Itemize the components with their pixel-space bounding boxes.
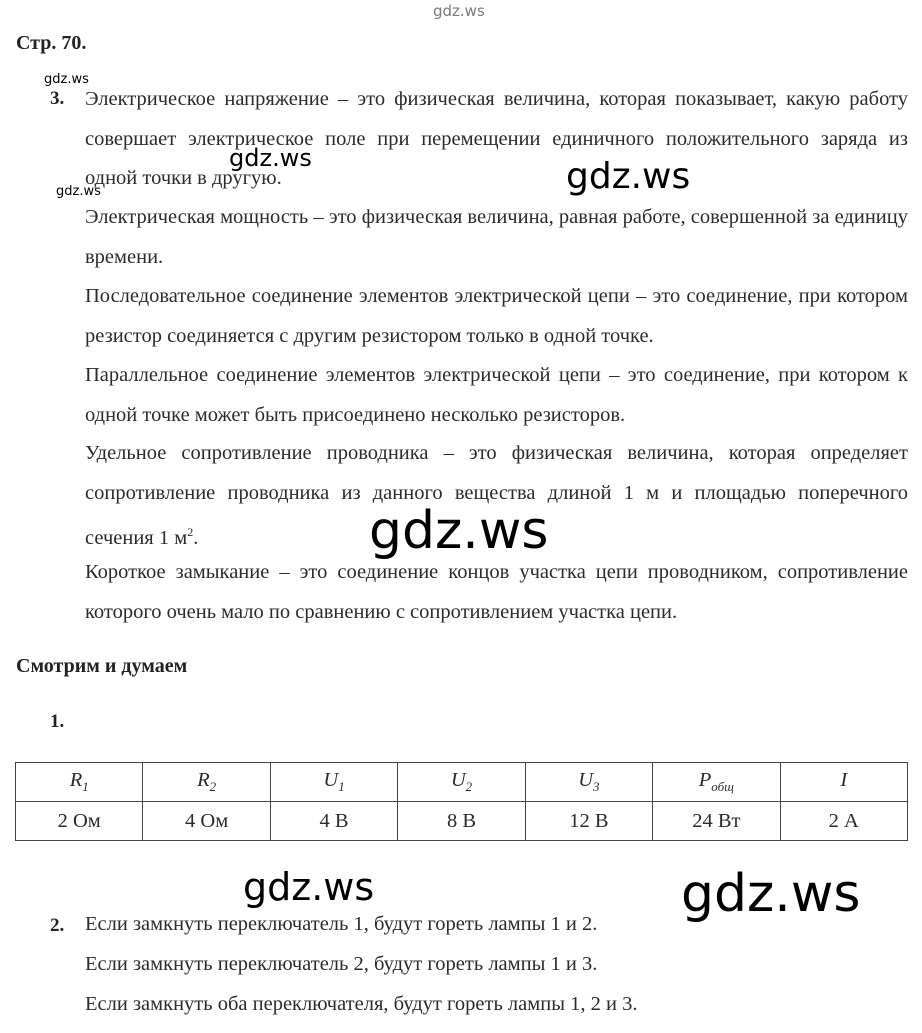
task-number: 2. (50, 915, 65, 936)
table-header-cell: $U_3$ (525, 763, 652, 802)
watermark-small: gdz.ws (56, 184, 101, 199)
watermark-medium: gdz.ws (229, 144, 312, 172)
watermark-xlarge: gdz.ws (369, 501, 549, 561)
period: . (193, 526, 199, 549)
table-row (16, 802, 908, 841)
table-header-cell: $U_2$ (398, 763, 525, 802)
section-heading: Смотрим и думаем (16, 655, 188, 677)
table-cell: 2 Ом (16, 802, 143, 841)
table-cell: 12 В (525, 802, 652, 841)
table-cell: 24 Вт (653, 802, 780, 841)
table-header-cell: $P_{общ}$ (653, 763, 780, 802)
definition-paragraph: Последовательное соединение элементов электрической цепи – это соединение, при котором резистор соединяется с другим резистором только в одной точке. (85, 285, 908, 347)
definition-paragraph: Электрическая мощность – это физическая величина, равная работе, совершенной за единицу времени. (85, 206, 908, 268)
table-header-cell: $R_1$ (16, 763, 143, 802)
table-cell: 4 В (270, 802, 397, 841)
watermark-top: gdz.ws (433, 2, 485, 20)
watermark-large: gdz.ws (566, 156, 691, 197)
answer-line: Если замкнуть переключатель 1, будут гореть лампы 1 и 2. (85, 913, 598, 935)
superscript: 2 (187, 525, 194, 539)
table-header-cell: $U_1$ (270, 763, 397, 802)
definition-paragraph: Короткое замыкание – это соединение концов участка цепи проводником, сопротивление которого очень мало по сравнению с сопротивлением участка цепи. (85, 561, 908, 623)
table-cell: 8 В (398, 802, 525, 841)
definition-text: Удельное сопротивление проводника – это физическая величина, которая определяет сопротивление проводника из данного вещества длиной 1 м и площадью поперечного сечения 1 м (85, 442, 908, 549)
definition-paragraph: Электрическое напряжение – это физическая величина, которая показывает, какую работу совершает электрическое поле при перемещении единичного положительного заряда из одной точки в другую. (85, 88, 908, 189)
table-cell: 2 А (780, 802, 907, 841)
task-number: 3. (50, 88, 65, 109)
watermark-xlarge: gdz.ws (681, 864, 861, 924)
page-heading: Стр. 70. (16, 32, 87, 54)
table-header-cell: $R_2$ (143, 763, 270, 802)
values-table (15, 762, 908, 841)
answer-line: Если замкнуть переключатель 2, будут гореть лампы 1 и 3. (85, 953, 598, 975)
task-number: 1. (50, 711, 65, 732)
definition-paragraph: Параллельное соединение элементов электрической цепи – это соединение, при котором к одной точке может быть присоединено несколько резисторов. (85, 364, 908, 426)
watermark-small: gdz.ws (44, 72, 89, 87)
watermark-large: gdz.ws (243, 865, 375, 909)
table-cell: 4 Ом (143, 802, 270, 841)
table-header-row (16, 763, 908, 802)
answer-line: Если замкнуть оба переключателя, будут гореть лампы 1, 2 и 3. (85, 993, 638, 1015)
table-header-cell: I (780, 763, 907, 802)
